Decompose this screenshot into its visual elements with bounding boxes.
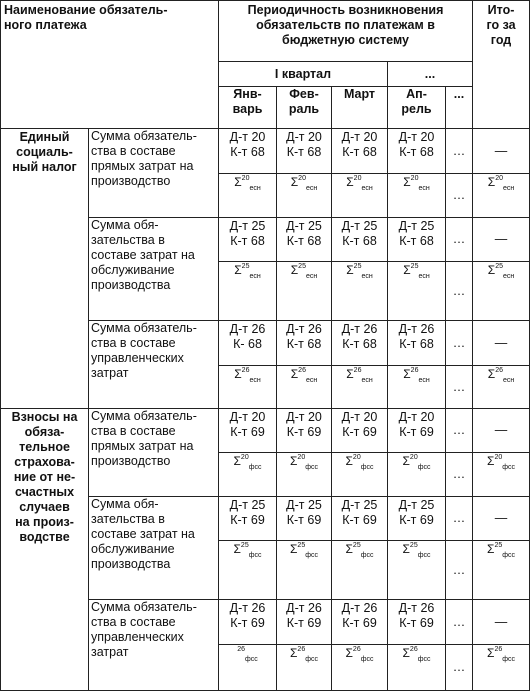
sum-symbol [473,366,530,409]
sum-superscript: 20 [410,175,419,182]
sigma-symbol: Σ [403,175,411,189]
sum-superscript: 26 [241,367,250,374]
more-months-dots: … [446,541,473,600]
sum-symbol [332,645,388,691]
sum-subscript: фсс [305,552,318,559]
header-month-feb: Фев- раль [277,87,332,129]
sum-symbol [332,541,388,600]
more-months-dots: … [446,321,473,366]
more-months-dots: … [446,174,473,218]
sigma-symbol: Σ [402,542,410,556]
header-quarter-more: ... [388,62,473,87]
sum-symbol [277,174,332,218]
accounting-entry: Д-т 25 К-т 68 [277,218,332,262]
sigma-symbol: Σ [487,263,496,277]
sum-superscript: 26 [409,646,418,653]
sum-subscript: есн [305,185,318,192]
total-dash: — [473,497,530,541]
accounting-entry: Д-т 25 К-т 68 [219,218,277,262]
sum-subscript: есн [249,185,261,192]
sum-superscript: 20 [298,175,306,182]
sigma-symbol: Σ [345,542,353,556]
total-dash: — [473,600,530,645]
sum-symbol [277,366,332,409]
sum-superscript: 26 [298,367,306,374]
more-months-dots: … [446,600,473,645]
sum-subscript: фсс [360,656,374,663]
sum-superscript: 25 [353,263,362,270]
sum-subscript: фсс [417,464,431,471]
header-month-more: ... [446,87,473,129]
sum-subscript: фсс [305,464,318,471]
more-months-dots: … [446,218,473,262]
sum-subscript: фсс [360,464,374,471]
sum-superscript: 20 [352,454,361,461]
accounting-entry: Д-т 26 К-т 69 [277,600,332,645]
more-months-dots: … [446,497,473,541]
sigma-symbol: Σ [346,263,354,277]
sum-symbol [473,453,530,497]
obligation-description: Сумма обязатель- ства в составе прямых затрат на производство [89,129,219,218]
more-months-dots: … [446,129,473,174]
sigma-symbol: Σ [402,454,410,468]
accounting-entry: Д-т 26 К-т 69 [332,600,388,645]
sum-symbol [219,366,277,409]
more-months-dots: … [446,645,473,691]
sigma-symbol: Σ [233,454,241,468]
header-month-mar: Март [332,87,388,129]
header-payment-name: Наименование обязатель- ного платежа [1,1,219,129]
accounting-entry: Д-т 26 К-т 68 [277,321,332,366]
sum-symbol [388,174,446,218]
sum-subscript: есн [502,185,515,192]
sum-subscript: есн [249,273,261,280]
sum-symbol [219,174,277,218]
sum-superscript: 26 [410,367,419,374]
accounting-entry: Д-т 20 К-т 68 [332,129,388,174]
sum-subscript: есн [418,273,430,280]
sum-superscript: 25 [352,542,361,549]
sum-superscript: 26 [237,646,246,653]
sigma-symbol: Σ [345,646,353,660]
sum-subscript: фсс [502,552,515,559]
more-months-dots: … [446,366,473,409]
total-dash: — [473,129,530,174]
sum-superscript: 26 [353,367,362,374]
sum-superscript: 25 [409,542,418,549]
sum-symbol [277,645,332,691]
sum-subscript: фсс [417,656,431,663]
sum-subscript: есн [305,377,318,384]
sum-superscript: 20 [240,454,249,461]
obligation-description: Сумма обязатель- ства в составе прямых затрат на производство [89,409,219,497]
sum-symbol [277,453,332,497]
obligation-description: Сумма обя- зательства в составе затрат на обслуживание производства [89,497,219,600]
sigma-symbol: Σ [487,175,496,189]
sum-symbol [473,645,530,691]
sigma-symbol: Σ [487,542,495,556]
sum-symbol [277,541,332,600]
more-months-dots: … [446,409,473,453]
entry-row [1,129,530,174]
accounting-entry: Д-т 26 К-т 69 [388,600,446,645]
sum-symbol [219,645,277,691]
sum-superscript: 25 [495,263,503,270]
sum-subscript: фсс [502,656,515,663]
sum-superscript: 20 [241,175,250,182]
sum-superscript: 26 [495,367,503,374]
obligation-description: Сумма обя- зательства в составе затрат на обслуживание производства [89,218,219,321]
sum-subscript: есн [418,185,430,192]
accounting-entry: Д-т 25 К-т 69 [388,497,446,541]
header-month-jan: Янв- варь [219,87,277,129]
sum-symbol [388,541,446,600]
sum-superscript: 20 [353,175,362,182]
sum-superscript: 25 [241,263,250,270]
sum-symbol [219,453,277,497]
sigma-symbol: Σ [290,542,298,556]
sum-superscript: 26 [297,646,306,653]
more-months-dots: … [446,453,473,497]
sum-subscript: фсс [417,552,431,559]
sum-superscript: 25 [298,263,306,270]
sum-symbol [219,541,277,600]
sigma-symbol: Σ [234,367,242,381]
sum-subscript: есн [502,377,515,384]
accounting-entry: Д-т 20 К-т 68 [388,129,446,174]
sum-symbol [332,366,388,409]
total-dash: — [473,321,530,366]
sum-symbol [277,262,332,321]
more-months-dots: … [446,262,473,321]
sum-symbol [473,541,530,600]
accounting-entry: Д-т 26 К-т 68 [332,321,388,366]
sigma-symbol: Σ [403,263,411,277]
accounting-entry: Д-т 25 К-т 69 [332,497,388,541]
sum-superscript: 25 [297,542,306,549]
group-name: Единый социаль- ный налог [1,129,89,409]
sigma-symbol: Σ [234,263,242,277]
sigma-symbol: Σ [290,454,298,468]
sum-subscript: есн [361,185,373,192]
sum-superscript: 25 [240,542,249,549]
sum-subscript: есн [361,377,373,384]
sum-superscript: 20 [495,175,503,182]
sigma-symbol: Σ [402,646,410,660]
sigma-symbol: Σ [234,175,242,189]
sigma-symbol: Σ [233,542,241,556]
total-dash: — [473,218,530,262]
accounting-entry: Д-т 26 К-т 68 [388,321,446,366]
accounting-entry: Д-т 26 К-т 69 [219,600,277,645]
sigma-symbol: Σ [487,646,495,660]
sum-subscript: фсс [245,656,258,663]
total-dash: — [473,409,530,453]
sum-symbol [219,262,277,321]
sum-superscript: 20 [494,454,503,461]
sum-superscript: 25 [494,542,503,549]
group-name: Взносы на обяза- тельное страхова- ние от не- счастных случаев на произ- водстве [1,409,89,691]
sigma-symbol: Σ [346,175,354,189]
header-total-year: Ито- го за год [473,1,530,129]
sum-symbol [332,262,388,321]
sigma-symbol: Σ [290,263,299,277]
sum-symbol [473,174,530,218]
accounting-entry: Д-т 25 К-т 69 [219,497,277,541]
sum-subscript: есн [249,377,261,384]
sum-symbol [388,262,446,321]
sum-symbol [388,366,446,409]
sum-symbol [473,262,530,321]
sigma-symbol: Σ [290,646,298,660]
accounting-entry: Д-т 25 К-т 68 [332,218,388,262]
sum-superscript: 20 [297,454,306,461]
sigma-symbol: Σ [487,367,496,381]
header-month-apr: Ап- рель [388,87,446,129]
sigma-symbol: Σ [403,367,411,381]
sigma-symbol: Σ [290,175,299,189]
accounting-entry: Д-т 20 К-т 68 [277,129,332,174]
obligation-description: Сумма обязатель- ства в составе управленческих затрат [89,321,219,409]
accounting-entry: Д-т 20 К-т 69 [219,409,277,453]
accounting-entry: Д-т 20 К-т 69 [277,409,332,453]
obligation-description: Сумма обязатель- ства в составе управленческих затрат [89,600,219,691]
sum-subscript: фсс [305,656,318,663]
sum-symbol [332,174,388,218]
header-periodicity: Периодичность возникновения обязательств по платежам в бюджетную систему [219,1,473,62]
sigma-symbol: Σ [345,454,353,468]
sum-subscript: фсс [248,464,262,471]
sum-subscript: есн [305,273,318,280]
sum-symbol [332,453,388,497]
accounting-entry: Д-т 25 К-т 68 [388,218,446,262]
accounting-entry: Д-т 20 К-т 68 [219,129,277,174]
sum-subscript: есн [502,273,515,280]
sum-superscript: 20 [409,454,418,461]
sum-subscript: есн [361,273,373,280]
header-quarter-1: I квартал [219,62,388,87]
accounting-entry: Д-т 20 К-т 69 [332,409,388,453]
sum-superscript: 25 [410,263,419,270]
sigma-symbol: Σ [487,454,495,468]
sum-symbol [388,645,446,691]
sum-subscript: фсс [248,552,262,559]
accounting-entry: Д-т 20 К-т 69 [388,409,446,453]
sum-subscript: фсс [502,464,515,471]
sum-subscript: есн [418,377,430,384]
sum-superscript: 26 [352,646,361,653]
entry-row [1,409,530,453]
sigma-symbol: Σ [290,367,299,381]
accounting-entry: Д-т 26 К- 68 [219,321,277,366]
sigma-symbol: Σ [346,367,354,381]
sum-superscript: 26 [494,646,503,653]
accounting-entry: Д-т 25 К-т 69 [277,497,332,541]
sum-subscript: фсс [360,552,374,559]
sum-symbol [388,453,446,497]
